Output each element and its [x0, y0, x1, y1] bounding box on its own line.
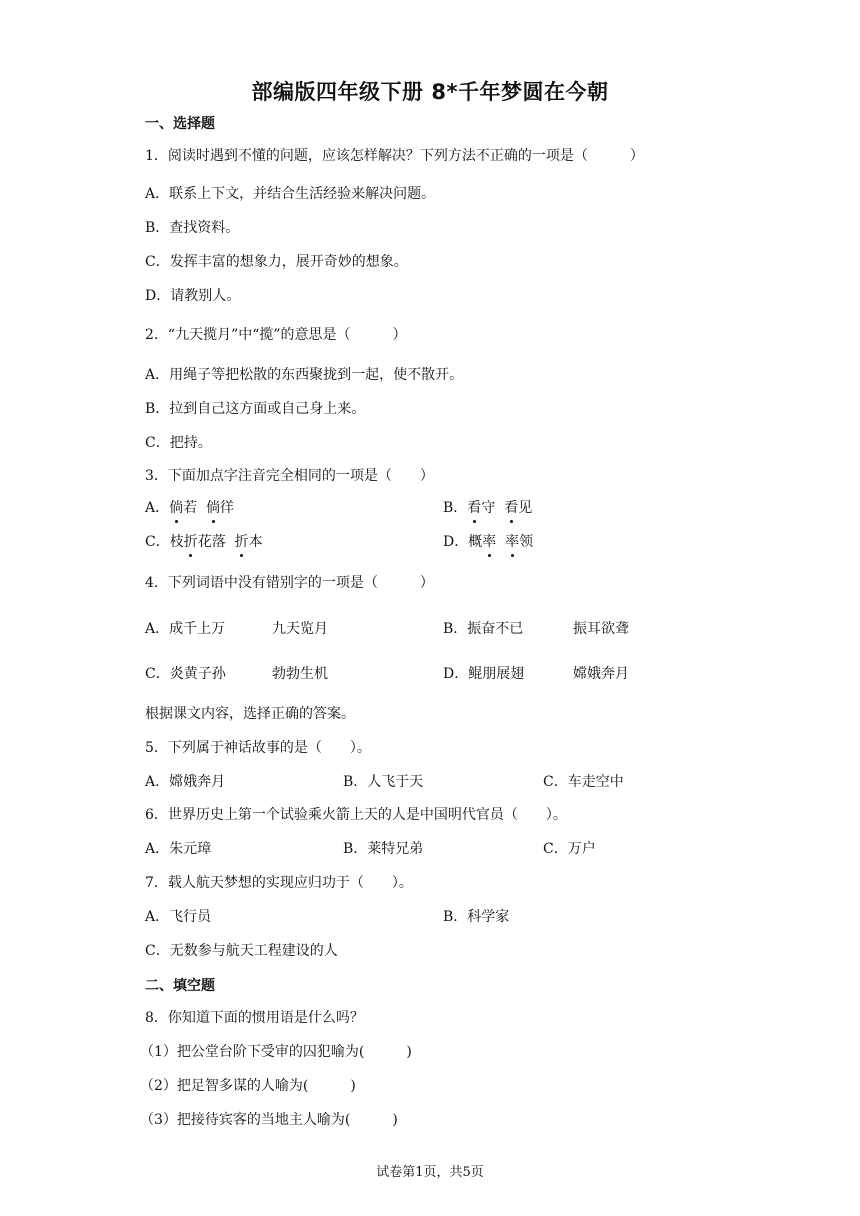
- question-1-option-b: B．查找资料。: [145, 220, 240, 236]
- question-3-option-b: [443, 499, 532, 517]
- question-3-option-d: [443, 533, 533, 551]
- question-7-option-c: C．无数参与航天工程建设的人: [145, 943, 338, 959]
- dotted-char: 倘: [169, 500, 184, 516]
- question-1-stem: 1．阅读时遇到不懂的问题，应该怎样解决？下列方法不正确的一项是（ ）: [145, 148, 644, 164]
- question-4-option-c-word1: C．炎黄子孙: [145, 666, 226, 682]
- question-5-option-a: A．嫦娥奔月: [145, 774, 226, 790]
- question-5-option-b: B．人飞于天: [343, 774, 424, 790]
- option-text: 枝: [169, 534, 184, 550]
- question-8-sub-2: （2）把足智多谋的人喻为( ): [140, 1078, 356, 1094]
- question-6-option-b: B．莱特兄弟: [343, 841, 424, 857]
- section-heading-fill: 二、填空题: [145, 978, 215, 994]
- question-8-sub-1: （1）把公堂台阶下受审的囚犯喻为( ): [140, 1044, 412, 1060]
- question-7-option-a: A．飞行员: [145, 909, 212, 925]
- page-title: 部编版四年级下册 8*千年梦圆在今朝: [251, 80, 609, 104]
- option-text: 徉: [220, 500, 235, 516]
- dotted-char: 率: [482, 534, 497, 550]
- question-8-sub-3: （3）把接待宾客的当地主人喻为( ): [140, 1112, 398, 1128]
- question-7-stem: 7．载人航天梦想的实现应归功于（ ）。: [145, 875, 413, 891]
- option-label: A．: [145, 500, 170, 516]
- question-4-option-a-word2: 九天览月: [272, 621, 328, 637]
- option-text: 本: [248, 534, 263, 550]
- question-7-option-b: B．科学家: [443, 909, 510, 925]
- page-footer: 试卷第1页，共5页: [376, 1165, 484, 1180]
- question-1-option-d: D．请教别人。: [145, 288, 241, 304]
- question-5-stem: 5．下列属于神话故事的是（ ）。: [145, 740, 371, 756]
- dotted-char: 折: [234, 534, 249, 550]
- option-label: D．: [443, 534, 469, 550]
- question-4-option-c-word2: 勃勃生机: [272, 666, 328, 682]
- question-5-option-c: C．车走空中: [543, 774, 624, 790]
- question-4-option-b-word2: 振耳欲聋: [573, 621, 629, 637]
- section-heading-choice: 一、选择题: [145, 116, 215, 132]
- option-text: 若: [183, 500, 198, 516]
- question-4-option-a-word1: A．成千上万: [145, 621, 226, 637]
- question-2-stem: 2．“九天揽月”中“揽”的意思是（ ）: [145, 327, 407, 343]
- question-1-option-c: C．发挥丰富的想象力，展开奇妙的想象。: [145, 254, 408, 270]
- question-8-stem: 8．你知道下面的惯用语是什么吗？: [145, 1010, 364, 1026]
- dotted-char: 看: [504, 500, 519, 516]
- question-6-option-c: C．万户: [543, 841, 596, 857]
- question-3-option-c: [145, 533, 263, 551]
- dotted-char: 率: [505, 534, 520, 550]
- option-text: 领: [519, 534, 534, 550]
- question-2-option-b: B．拉到自己这方面或自己身上来。: [145, 401, 366, 417]
- dotted-char: 看: [467, 500, 482, 516]
- dotted-char: 折: [183, 534, 198, 550]
- question-6-stem: 6．世界历史上第一个试验乘火箭上天的人是中国明代官员（ ）。: [145, 807, 567, 823]
- question-1-option-a: A．联系上下文，并结合生活经验来解决问题。: [145, 186, 436, 202]
- question-4-stem: 4．下列词语中没有错别字的一项是（ ）: [145, 575, 434, 591]
- option-label: B．: [443, 500, 468, 516]
- question-3-stem: 3．下面加点字注音完全相同的一项是（ ）: [145, 468, 434, 484]
- option-text: 见: [518, 500, 533, 516]
- option-label: C．: [145, 534, 170, 550]
- option-text: 守: [481, 500, 496, 516]
- question-2-option-a: A．用绳子等把松散的东西聚拢到一起，使不散开。: [145, 367, 464, 383]
- option-text: 概: [468, 534, 483, 550]
- question-6-option-a: A．朱元璋: [145, 841, 212, 857]
- question-3-option-a: [145, 499, 234, 517]
- option-text: 花落: [197, 534, 226, 550]
- dotted-char: 倘: [206, 500, 221, 516]
- instruction-text: 根据课文内容，选择正确的答案。: [145, 706, 355, 722]
- question-4-option-b-word1: B．振奋不已: [443, 621, 524, 637]
- question-4-option-d-word1: D．鲲朋展翅: [443, 666, 525, 682]
- question-4-option-d-word2: 嫦娥奔月: [573, 666, 629, 682]
- question-2-option-c: C．把持。: [145, 435, 212, 451]
